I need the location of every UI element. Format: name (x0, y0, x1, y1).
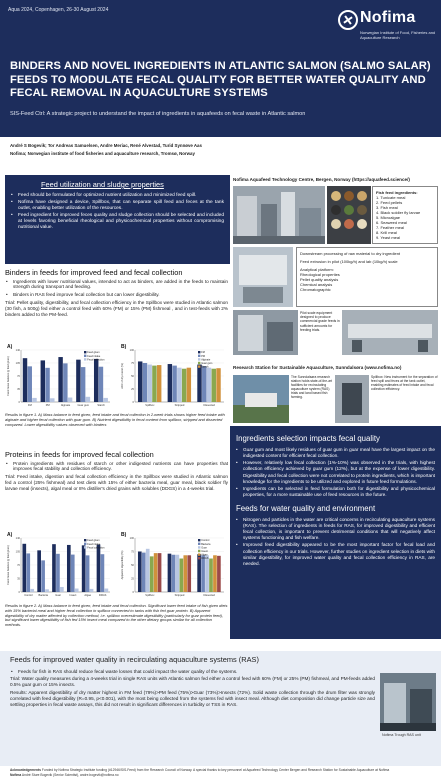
ras-section (0, 651, 441, 766)
bar (201, 555, 205, 592)
bar (138, 552, 142, 593)
y-tick-label: 50 (131, 375, 134, 378)
processing-heading: Downstream processing of raw material to dry ingredient (300, 251, 401, 256)
analysis-item: Chemical analysis (300, 282, 333, 287)
binders-trial: Trial: Pellet quality, digestibility, and fecal collection efficiency in the Spillbox were studied in Atlantic salmon (30 fish, a 500g) fed either a control feed with 60% (FM) or 15% (PM) fishmeal , and in test-feeds with 2% binders added to the PM-feed. (5, 299, 228, 317)
x-tick-label: Guar (55, 594, 61, 597)
nofima-logo-icon (338, 10, 358, 30)
figure-1-caption: Results in figure 1. A) Mass balance in feed given, feed intake and fecal collection in 2-week trials shows higher feed intake with alginate and higher fecal collection with guar gum. B) Nutrient digestibility in fecal content from spillbox, stripped and dissected compared. Lower digestibility values observed with binders (5, 412, 225, 427)
bar (52, 544, 56, 592)
x-tick-label: Algae (84, 594, 92, 597)
ingredients-list (236, 447, 435, 499)
bar (213, 555, 217, 592)
station-photo (233, 375, 289, 423)
legend-label: Control (201, 539, 210, 543)
bar (81, 367, 85, 402)
list-item: • Protein ingredients with residues of starch or other indigested nutrients can have properties that improves fecal stability and collection efficiency. (5, 461, 228, 473)
bar (32, 398, 36, 402)
contact-text: André Sture Bogevik (Senior Scientist), andre.bogevik@nofima.no (21, 772, 119, 777)
bar (94, 359, 98, 402)
y-tick-label: 25 (131, 388, 134, 391)
bar (63, 363, 67, 402)
list-item: • Ingredients can be selected in feed formulation both for digestibility and physicochemical properties, for a more sustainable use of feed resources in the future. (236, 486, 435, 499)
y-axis-label: Apparent digestibility (%) (121, 550, 124, 580)
y-tick-label: 70 (17, 564, 20, 567)
ingredient-item: 8. Krill meal (376, 230, 397, 235)
ras-results: Results: Apparent digestibility of dry matter highest in FM feed (79%)>PM feed (75%)>Guar (73%)>Insects (72%). Solid waste collection through the drum filter was strongly correlated with feed digestibility (R=0.95, p<0.001), with the most being collected from the systems fed with insect meal. Although diet composition did change particle size and settling properties in fecal waste assays, this did not result in significant differences in turbidity or TSS in RAS. (10, 690, 375, 708)
fish-ingredients-heading: Fish feed ingredients: (376, 190, 418, 195)
bar (172, 366, 176, 402)
bar (168, 364, 172, 402)
list-item: • Feed should be formulated for optimized nutrient utilization and minimized feed spill. (11, 193, 224, 199)
legend-swatch (198, 355, 200, 357)
bar (45, 589, 49, 592)
footer (10, 768, 435, 777)
figure-1a-chart (5, 342, 113, 412)
conference-line: Aqua 2024, Copenhagen, 26-30 August 2024 (8, 7, 109, 13)
ras-list (10, 669, 375, 675)
list-item: • Feeds for fish in RAS should reduce fecal waste losses that could impact the water quality of the systems. (10, 669, 375, 675)
legend-swatch (198, 550, 200, 552)
legend-swatch (198, 362, 200, 364)
legend-label: Algae (201, 553, 208, 557)
bar (143, 363, 147, 402)
bar (97, 545, 101, 592)
ras-photo-label: Nofima Trough RAS unit (382, 733, 421, 737)
legend-swatch (198, 358, 200, 360)
bar (142, 553, 146, 592)
bar (86, 555, 90, 592)
legend-label: FM (201, 351, 205, 355)
author-list: André S Bogevik; Tor Andreas Samuelsen, Andre Meriac, René Alvestad, Turid Synnøve Aas (10, 143, 202, 148)
binders-section (5, 268, 228, 317)
pilot-plant-photo (233, 310, 298, 355)
legend-label: DDGS (201, 557, 209, 561)
chart-title: A) (7, 532, 13, 538)
chart-title: B) (121, 532, 127, 538)
bar (75, 589, 79, 592)
figure-1 (5, 342, 228, 412)
factory-photo (233, 186, 325, 244)
centre-heading: Nofima Aquafeed Technology Centre, Bergen, Norway (https://aquafeed.science/) (233, 177, 410, 182)
bar (216, 368, 220, 402)
bar (209, 559, 213, 592)
nofima-logo (338, 9, 438, 55)
figure-1-caption-wrap (5, 411, 228, 427)
y-tick-label: 140 (15, 349, 20, 352)
bar (86, 397, 90, 402)
legend-label: Insect (201, 550, 208, 553)
ingredient-item: 1. Tunicate meal (376, 195, 406, 200)
ingredient-item: 6. Seaweed meal (376, 220, 407, 225)
lab-photo (233, 247, 293, 307)
bar (146, 549, 150, 592)
legend-swatch (198, 351, 200, 353)
plant-note: Pilot scale equipment designed to produce commercial grade feeds in sufficient amounts for feeding trials. (300, 311, 340, 332)
figure-2b-chart (119, 530, 227, 602)
y-axis-label: ADC of dry matter (%) (121, 363, 124, 389)
bar (23, 358, 27, 402)
x-tick-label: Insect (69, 594, 77, 597)
bar (28, 366, 32, 402)
legend-label: Guar (201, 546, 207, 550)
list-item: • Nofima have designed a device, Spillbox, that can separate spill feed and feces at the tank outlet, enabling better utilization of the resources. (11, 200, 224, 212)
bar (76, 360, 80, 402)
legend-label: Fecal collection (87, 358, 105, 362)
bar (82, 545, 86, 592)
bar (180, 559, 184, 592)
ras-trial: Trial: Water quality measures during a 4-weeks trial in single RAS units with Atlantic salmon fed either a control feed with 60% (FM) or 25% (PM) fishmeal, and PM-feeds added 0.5% guar gum or 15% insects. (10, 676, 375, 688)
y-tick-label: 100 (129, 349, 134, 352)
list-item: • Feed ingredient for improved feces quality and sludge collection should be selected and included at levels favoring beneficial rheological and physicochemical properties without compromising nutritional value. (11, 213, 224, 232)
x-tick-label: Stripped (174, 404, 185, 407)
bar (217, 556, 221, 592)
conclusions-box (230, 426, 441, 639)
poster-header (0, 0, 441, 137)
feed-utilization-list (11, 193, 224, 231)
water-list (236, 517, 435, 568)
analysis-heading: Analytical platform: (300, 267, 334, 272)
bar (205, 555, 209, 592)
x-tick-label: Starch (97, 404, 105, 407)
figure-2-caption: Results in figure 2. A) Mass balance in feed given, feed intake and fecal collection. Significant lower feed intake of fish given diets with 15% bacterial meal and higher fecal collection in spillbox connected to tanks with fish fed guar protein. B) Apparent digestibility of dry matter affected by collection method, i.e. spillbox overestimate digestibility (particularly for guar protein feed), but significant lower digestibility of fish fed 15% insect meal compared to the other dietary groups similar for all collection methods. (5, 603, 228, 628)
legend-swatch (198, 546, 200, 548)
chart-title: A) (7, 344, 13, 350)
y-tick-label: 0 (18, 401, 20, 404)
list-item: • Improved feed digestibility appeared to be the most important factor for fecal load and collection efficiency in our trials. However, further studies on ingredient selection in diets with similar digestibility, for improved water quality and fecal collection efficiency in RAS, are needed. (236, 542, 435, 567)
y-tick-label: 0 (132, 401, 134, 404)
logo-subtitle: Norwegian Institute of Food, Fisheries and Aquaculture Research (360, 30, 436, 40)
extruder-photo (342, 310, 438, 355)
bar (105, 589, 109, 592)
x-tick-label: Guar gum (77, 404, 90, 407)
bar (147, 365, 151, 402)
bar (37, 550, 41, 592)
y-tick-label: 75 (131, 550, 134, 554)
binders-list (5, 279, 228, 298)
bar (154, 553, 158, 592)
legend-swatch (198, 557, 200, 559)
processing-panel (296, 247, 438, 307)
bar (103, 398, 107, 402)
x-tick-label: Stripped (174, 594, 185, 597)
x-tick-label: FM (28, 404, 32, 407)
bar (176, 555, 180, 592)
figure-2-caption-wrap (5, 602, 228, 628)
bar (182, 369, 186, 402)
bar (187, 368, 191, 402)
legend-swatch (198, 365, 200, 367)
binders-heading: Binders in feeds for improved feed and fecal collection (5, 268, 183, 277)
chart-title: B) (121, 344, 127, 350)
x-tick-label: Dissected (203, 404, 215, 407)
y-tick-label: 35 (17, 577, 20, 581)
bar (58, 357, 62, 402)
proteins-list (5, 461, 228, 473)
analysis-item: Pellet quality analysis (300, 277, 339, 282)
y-tick-label: 35 (17, 388, 20, 391)
bar (152, 366, 156, 402)
bar (212, 369, 216, 402)
bar (177, 368, 181, 402)
bar (207, 368, 211, 402)
x-tick-label: DDGS (98, 594, 107, 597)
affiliation: Nofima; Norwegian institute of food fisheries and aquaculture research, Tromsø, Norway (10, 151, 195, 156)
bar (187, 555, 191, 592)
ingredient-item: 5. Microalgae (376, 215, 401, 220)
feed-utilization-box (5, 175, 230, 264)
x-tick-label: Bacteria (38, 594, 49, 597)
bar (68, 398, 72, 402)
bar (99, 367, 103, 402)
legend-label: Starch (201, 365, 209, 369)
ingredient-item: 2. Feed pellets (376, 200, 403, 205)
list-item: • Nitrogen and particles in the water are critical concerns in recirculating aquaculture systems (RAS). The selection of ingredients in feeds for RAS, for improved digestibility and efficient fecal collection, is important to prevent detrimental conditions that will negatively affect systems functioning and fish welfare. (236, 517, 435, 542)
logo-name: Nofima (360, 9, 416, 26)
list-item: • Binders in RAS feed improve fecal collection but can lower digestibility. (5, 292, 228, 298)
ras-content (10, 667, 375, 708)
ingredients-photo (327, 186, 371, 244)
station-note-1: The Sunndalsøra research station holds state-of-the-art facilities for recirculating aquaculture system (RAS) trials and land based fish farming. (291, 375, 333, 400)
y-tick-label: 105 (15, 550, 20, 554)
analysis-item: Chromatographic (300, 287, 331, 292)
ingredient-item: 7. Feather meal (376, 225, 405, 230)
bar (67, 545, 71, 592)
figure-2 (5, 530, 228, 602)
legend-label: Feed given (87, 539, 100, 543)
x-tick-label: PM (45, 404, 50, 407)
y-tick-label: 100 (129, 537, 134, 540)
legend-label: Feed intake (87, 354, 101, 358)
x-tick-label: Spillbox (145, 404, 155, 407)
bar (197, 365, 201, 402)
analysis-item: Rheological properties (300, 272, 340, 277)
legend-label: Fecal collection (87, 546, 105, 550)
bar (150, 556, 154, 592)
ingredient-item: 9. Yeast meal (376, 235, 401, 240)
water-heading: Feeds for water quality and environment (236, 503, 376, 513)
bar (168, 554, 172, 592)
figure-2a-chart (5, 530, 113, 602)
legend-swatch (84, 351, 86, 353)
legend-swatch (84, 543, 86, 545)
ras-unit-photo (380, 673, 436, 731)
ingredient-item: 3. Fish meal (376, 205, 398, 210)
y-tick-label: 50 (131, 564, 134, 567)
bar (172, 555, 176, 592)
proteins-heading: Proteins in feeds for improved fecal collection (5, 450, 154, 459)
extrusion-line: Feed extrusion in pilot (100kg/h) and lab (10kg/h) scale (300, 259, 398, 264)
list-item: • Guar gum and most likely residues of guar gum in guar meal have the largest impact on the indigested content for efficient fecal collection. (236, 447, 435, 460)
bar (202, 366, 206, 402)
bar (45, 368, 49, 402)
bar (158, 553, 162, 592)
bar (60, 587, 64, 592)
spillbox-photo (335, 375, 369, 423)
legend-swatch (198, 543, 200, 545)
bar (41, 360, 45, 402)
bar (90, 589, 94, 592)
feed-utilization-heading: Feed utilization and sludge properties (41, 180, 164, 189)
legend-swatch (84, 546, 86, 548)
legend-label: Feed given (87, 351, 100, 355)
list-item: • Ingredients with lower nutritional values, intended to act as binders, are added in the feeds to maintain strength during transport and feeding. (5, 279, 228, 291)
y-tick-label: 75 (131, 362, 134, 365)
bar (22, 544, 26, 592)
legend-swatch (84, 539, 86, 541)
poster-subtitle: SIS-Feed Ctrl: A strategic project to understand the impact of ingredients in aquafeeds on fecal waste in Atlantic salmon (10, 111, 306, 117)
ack-label: Acknowledgements (10, 768, 41, 772)
station-heading: Research Station for Sustainable Aquaculture, Sunndalsøra (www.nofima.no) (233, 365, 402, 370)
ingredients-list-panel (372, 186, 438, 244)
bar (101, 554, 105, 592)
ingredient-item: 4. Black soldier fly larvae (376, 210, 421, 215)
y-tick-label: 140 (15, 537, 20, 540)
ingredients-heading: Ingredients selection impacts fecal quality (236, 434, 380, 443)
y-tick-label: 25 (131, 577, 134, 581)
bar (157, 365, 161, 402)
y-tick-label: 70 (17, 375, 20, 378)
x-tick-label: Control (24, 594, 33, 597)
station-note-2: Spillbox: New instrument for the separation of feed spill and feces at the tank outlet, enabling estimates of feed intake and fecal collection efficiency. (371, 375, 438, 392)
legend-swatch (84, 358, 86, 360)
ack-text: Funded by Nofima Strategic Institute funding (#12946/SIS-Feed) from the Research Council of Norway. A special thanks to key personnel at Aquafeed Technology Center Bergen and Research Station for Sustainable Aquaculture at Nofima (41, 768, 390, 772)
list-item: • However, relatively low fecal collection (1%-10%) was observed in the trials, with highest collection efficiency achieved by guar gum (12%), but at the expense of lower digestibility. Digestibility and fecal collection were not correlated to protein ingredients, which is important knowledge for the ingredients to be utilized and explored in future feed formulations. (236, 460, 435, 485)
proteins-trial: Trial: Feed intake, digestion and fecal collection efficiency in the Spillbox were studied in Atlantic salmon fed a control (25% fishmeal) and test diets with 15% of either bacteria meal, guar meal, black soldier fly larvae meal (insects), algal meal or 8% distiller's dried grains with solubles (DDGS) in a 4-weeks trial. (5, 474, 228, 492)
bar (50, 398, 54, 402)
bar (71, 555, 75, 592)
x-tick-label: Alginate (60, 404, 71, 407)
y-tick-label: 0 (132, 591, 134, 594)
contact-label: Nofima (10, 772, 22, 777)
x-tick-label: Spillbox (145, 594, 155, 597)
legend-label: Alginate (201, 358, 211, 362)
x-tick-label: Dissected (203, 594, 215, 597)
ras-heading: Feeds for improved water quality in recirculating aquaculture systems (RAS) (10, 655, 259, 664)
bar (41, 560, 45, 592)
bar (183, 555, 187, 592)
bar (26, 553, 30, 592)
figure-1b-chart (119, 342, 227, 412)
y-axis-label: Feed mass balance (g feed given) (7, 545, 10, 585)
legend-swatch (84, 355, 86, 357)
y-axis-label: Feed mass balance (g feed given) (7, 356, 10, 396)
legend-label: Feed intake (87, 542, 101, 546)
legend-swatch (198, 553, 200, 555)
legend-label: Guar gum (201, 362, 213, 365)
y-tick-label: 0 (18, 591, 20, 594)
proteins-section (5, 450, 228, 492)
poster-title: BINDERS AND NOVEL INGREDIENTS IN ATLANTIC SALMON (SALMO SALAR) FEEDS TO MODULATE FECAL QUALITY FOR BETTER WATER QUALITY AND FECAL REMOVAL IN AQUACULTURE SYSTEMS (10, 60, 431, 99)
legend-label: PM (201, 354, 205, 358)
bar (138, 361, 142, 402)
legend-label: Bacteria (201, 542, 211, 546)
legend-swatch (198, 539, 200, 541)
y-tick-label: 105 (15, 362, 20, 365)
bar (30, 589, 34, 592)
bar (56, 554, 60, 592)
